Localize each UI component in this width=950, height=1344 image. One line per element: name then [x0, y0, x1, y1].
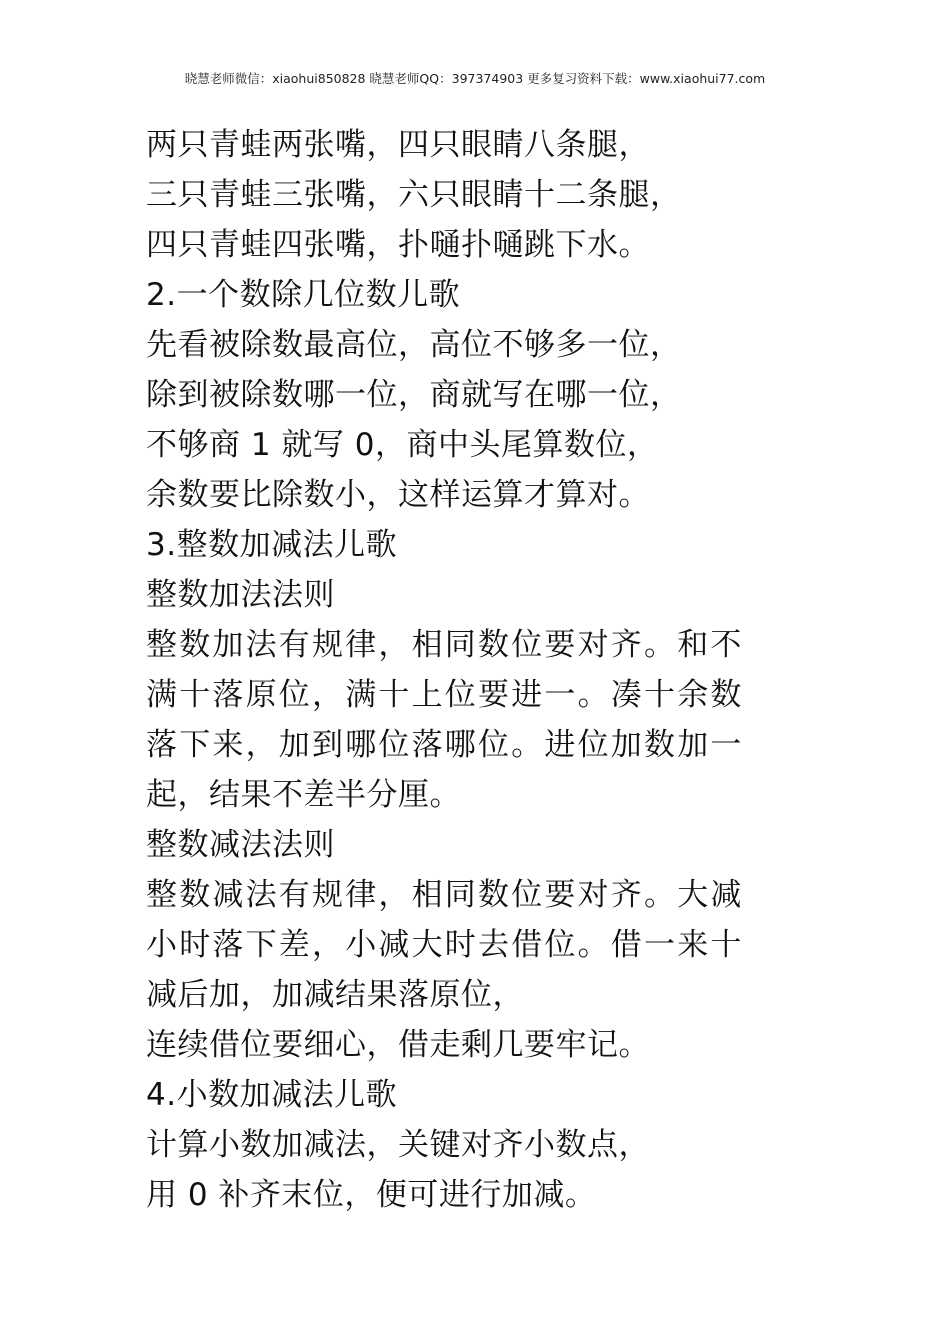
- text-line: 不够商 1 就写 0，商中头尾算数位，: [146, 427, 659, 463]
- section-heading: 2.一个数除几位数儿歌: [146, 277, 461, 313]
- section-heading: 3.整数加减法儿歌: [146, 527, 398, 563]
- text-line: 余数要比除数小，这样运算才算对。: [146, 477, 650, 513]
- paragraph-line: 整数加法有规律，相同数位要对齐。和不: [146, 627, 744, 663]
- document-body: [146, 120, 810, 1220]
- text-line: 除到被除数哪一位，商就写在哪一位，: [146, 377, 682, 413]
- subsection-heading: 整数加法法则: [146, 577, 335, 613]
- paragraph-line: 减后加，加减结果落原位，: [146, 977, 524, 1013]
- paragraph-line: 整数减法有规律，相同数位要对齐。大减: [146, 877, 744, 913]
- paragraph-line: 小时落下差，小减大时去借位。借一来十: [146, 927, 744, 963]
- page-header-contact: 晓慧老师微信：xiaohui850828 晓慧老师QQ：397374903 更多复习资料下载：www.xiaohui77.com: [184, 71, 766, 86]
- subsection-heading: 整数减法法则: [146, 827, 335, 863]
- text-line: 四只青蛙四张嘴，扑嗵扑嗵跳下水。: [146, 227, 650, 263]
- text-line: 计算小数加减法，关键对齐小数点，: [146, 1127, 650, 1163]
- text-line: 先看被除数最高位，高位不够多一位，: [146, 327, 682, 363]
- text-line: 用 0 补齐末位，便可进行加减。: [146, 1177, 597, 1213]
- text-line: 三只青蛙三张嘴，六只眼睛十二条腿，: [146, 177, 682, 213]
- text-line: 连续借位要细心，借走剩几要牢记。: [146, 1027, 650, 1063]
- text-line: 两只青蛙两张嘴，四只眼睛八条腿，: [146, 127, 650, 163]
- section-heading: 4.小数加减法儿歌: [146, 1077, 398, 1113]
- paragraph-line: 满十落原位，满十上位要进一。凑十余数: [146, 677, 744, 713]
- paragraph-line: 落下来，加到哪位落哪位。进位加数加一: [146, 727, 744, 763]
- paragraph-line: 起，结果不差半分厘。: [146, 777, 461, 813]
